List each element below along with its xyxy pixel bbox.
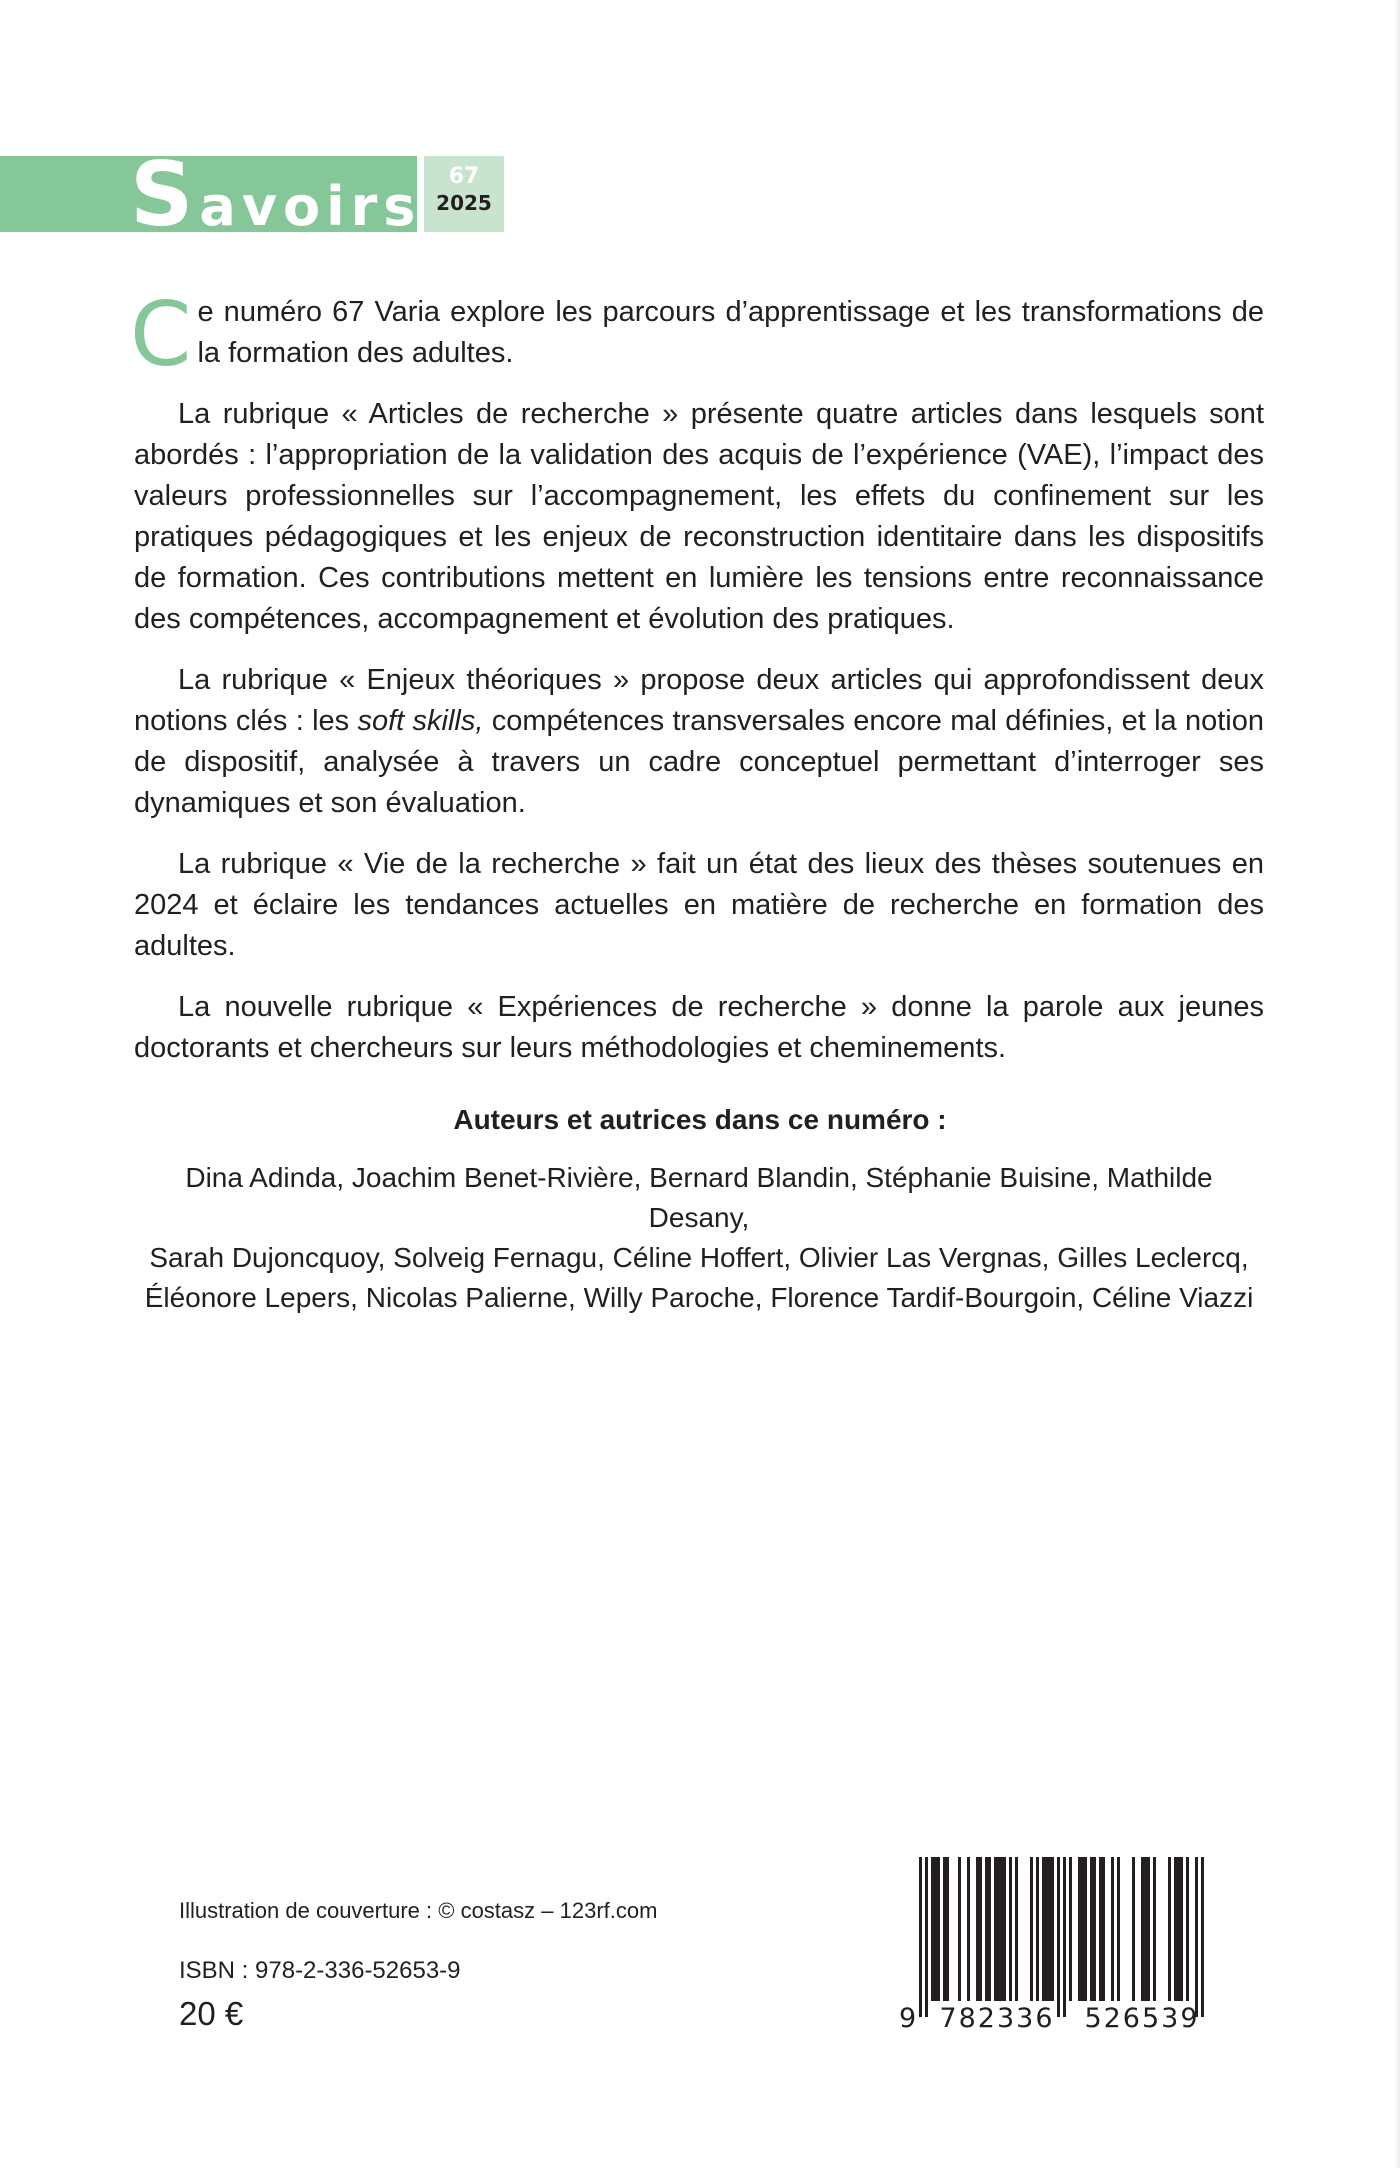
barcode-bar	[994, 1857, 997, 2001]
theory-text-end: compétences transversales encore mal définies, et la notion de dispositif, analysée à travers un cadre conceptuel permettant d’interroger ses dynamiques et son évaluation.	[134, 705, 1264, 819]
barcode-bar	[1153, 1857, 1156, 2001]
barcode-bar	[1177, 1857, 1180, 2001]
barcode-bar	[1147, 1857, 1150, 2001]
barcode-bar	[1030, 1857, 1033, 2001]
cover-credit: Illustration de couverture : © costasz – 123rf.com	[179, 1898, 658, 1923]
journal-title	[130, 143, 422, 246]
barcode-bar	[937, 1857, 940, 2001]
authors-heading: Auteurs et autrices dans ce numéro :	[453, 1104, 947, 1135]
barcode-bar	[1078, 1857, 1081, 2001]
title-initial: S	[130, 143, 194, 246]
barcode-bar	[1111, 1857, 1114, 2001]
barcode-bar	[1090, 1857, 1093, 2001]
barcode-bar	[1174, 1857, 1177, 2001]
barcode-bar	[1069, 1857, 1072, 2001]
authors-line: Dina Adinda, Joachim Benet-Rivière, Bernard Blandin, Stéphanie Buisine, Mathilde Desany,	[185, 1162, 1213, 1233]
paragraph-articles: La rubrique « Articles de recherche » présente quatre articles dans lesquels sont abordés : l’appropriation de la validation des acquis de l’expérience (VAE), l’impact des valeurs professionnelles sur l’accompagnement, les effets du confinement sur les pratiques pédagogiques et les enjeux de reconstruction identitaire dans les dispositifs de formation. Ces contributions mettent en lumière les tensions entre reconnaissance des compétences, accompagnement et évolution des pratiques.	[134, 398, 1264, 635]
title-rest: avoirs	[199, 175, 422, 238]
barcode-bar	[1051, 1857, 1054, 2001]
barcode-bar	[1195, 1857, 1198, 2017]
barcode-bar	[1045, 1857, 1048, 2001]
spine-edge	[1394, 0, 1400, 2168]
paragraph-experiences: La nouvelle rubrique « Expériences de recherche » donne la parole aux jeunes doctorants et chercheurs sur leurs méthodologies et cheminements.	[134, 991, 1264, 1064]
barcode-right-digits: 526539	[1084, 2003, 1200, 2034]
barcode-bar	[1102, 1857, 1105, 2001]
isbn: ISBN : 978-2-336-52653-9	[179, 1957, 461, 1984]
barcode-bar	[925, 1857, 928, 2017]
theory-text-start: La rubrique « Enjeux théoriques » propose deux articles qui approfondissent deux notions clés : les	[134, 664, 1264, 737]
authors-list	[134, 1158, 1264, 1318]
barcode-bar	[1048, 1857, 1051, 2001]
barcode-bar	[976, 1857, 979, 2001]
barcode-bar	[931, 1857, 934, 2001]
barcode-bar	[1099, 1857, 1102, 2001]
barcode-bar	[919, 1857, 922, 2017]
barcode-bar	[1042, 1857, 1045, 2001]
barcode-bar	[1144, 1857, 1147, 2001]
barcode-bar	[988, 1857, 991, 2001]
barcode-bar	[1132, 1857, 1135, 2001]
barcode-bar	[1141, 1857, 1144, 2001]
barcode-bar	[946, 1857, 949, 2001]
barcode-bar	[979, 1857, 982, 2001]
barcode-bar	[967, 1857, 970, 2001]
barcode-bar	[1009, 1857, 1012, 2001]
summary-text	[130, 283, 1264, 1089]
barcode-bar	[1084, 1857, 1087, 2001]
soft-skills-term: soft skills,	[357, 705, 484, 737]
barcode-bar	[1168, 1857, 1171, 2001]
issue-number: 67	[448, 164, 480, 189]
paragraph-vie-recherche: La rubrique « Vie de la recherche » fait un état des lieux des thèses soutenues en 2024 et éclaire les tendances actuelles en matière de recherche en formation des adultes.	[134, 848, 1264, 962]
barcode-bar	[1201, 1857, 1204, 2017]
authors-line: Éléonore Lepers, Nicolas Palierne, Willy Paroche, Florence Tardif-Bourgoin, Céline Viazzi	[144, 1282, 1254, 1313]
barcode-bar	[1063, 1857, 1066, 2017]
barcode-bar	[958, 1857, 961, 2001]
barcode-bar	[1186, 1857, 1189, 2001]
barcode-bar	[1000, 1857, 1003, 2001]
issue-badge	[424, 156, 504, 232]
barcode-bar	[1036, 1857, 1039, 2001]
price: 20 €	[179, 1995, 244, 2032]
authors-line: Sarah Dujoncquoy, Solveig Fernagu, Céline Hoffert, Olivier Las Vergnas, Gilles Leclercq,	[149, 1242, 1249, 1273]
barcode-bar	[985, 1857, 988, 2001]
barcode-bar	[1093, 1857, 1096, 2001]
barcode-left-digits: 782336	[939, 2003, 1055, 2034]
intro-paragraph	[130, 283, 1264, 386]
barcode-bar	[934, 1857, 937, 2001]
barcode-bar	[1180, 1857, 1183, 2001]
intro-text: e numéro 67 Varia explore les parcours d’apprentissage et les transformations de la formation des adultes.	[197, 296, 1264, 369]
drop-cap: C	[130, 283, 192, 386]
barcode-bar	[1081, 1857, 1084, 2001]
barcode-bar	[997, 1857, 1000, 2001]
barcode	[897, 1855, 1222, 2040]
barcode-bar	[1057, 1857, 1060, 2017]
barcode-bar	[1003, 1857, 1006, 2001]
issue-year: 2025	[436, 191, 492, 215]
barcode-first-digit: 9	[899, 2003, 917, 2034]
barcode-bar	[1117, 1857, 1120, 2001]
barcode-bar	[943, 1857, 946, 2001]
barcode-bar	[1015, 1857, 1018, 2001]
paragraph-theory	[134, 660, 1264, 824]
